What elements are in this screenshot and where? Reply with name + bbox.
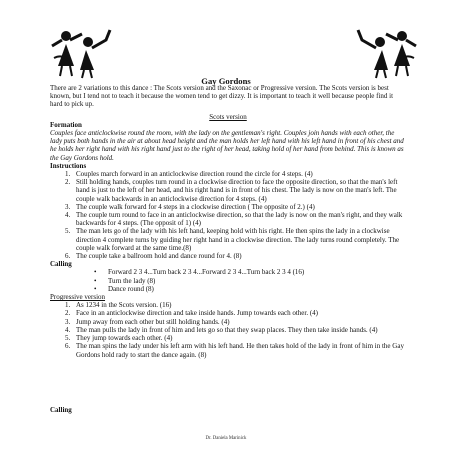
formation-heading: Formation: [50, 120, 82, 129]
calling-heading-progressive: Calling: [50, 406, 72, 414]
progressive-item: 5. They jump towards each other. (4): [72, 334, 406, 342]
instruction-item: 4. The couple turn round to face in an anticlockwise direction, so that the lady is now on the man's right, and they walk backwards for 4 steps. (The opposit of 1) (4): [72, 211, 406, 227]
progressive-list: [50, 301, 406, 358]
instructions-list: [50, 170, 406, 260]
progressive-item: 4. The man pulls the lady in front of him and lets go so that they swap places. They then take inside hands. (4): [72, 326, 406, 334]
instruction-item: 5. The man lets go of the lady with his left hand, keeping hold with his right. He then spins the lady in a clockwise direction 4 complete turns by guiding her right hand in a clockwise direction. The lady turns round completely. The couple walk forward at the same time.(8): [72, 227, 406, 252]
dancing-couple-logo-left: [48, 6, 114, 80]
instruction-item: 3. The couple walk forward for 4 steps in a clockwise direction ( The opposite of 2.) (4): [72, 203, 406, 211]
instruction-item: 2. Still holding hands, couples turn round in a clockwise direction to face the opposite direction, so that the man's left hand is just to the left of her head, and his right hand is in front of his chest. The lady is now on the man's left. The couple walk backwards in an anticlockwise direction for 4 steps. (4): [72, 178, 406, 203]
progressive-item: 3. Jump away from each other but still holding hands. (4): [72, 318, 406, 326]
dancing-couple-logo-right: [354, 6, 420, 80]
calling-item: • Forward 2 3 4...Turn back 2 3 4...Forward 2 3 4...Turn back 2 3 4 (16): [108, 268, 406, 276]
progressive-item: 1. As 1234 in the Scots version. (16): [72, 301, 406, 309]
document-title: Gay Gordons: [201, 76, 251, 86]
document-body: [50, 84, 406, 359]
calling-item: • Dance round (8): [108, 285, 406, 293]
scots-version-heading: Scots version: [209, 112, 247, 121]
formation-text: Couples face anticlockwise round the room, with the lady on the gentleman's right. Couples join hands with each other, the lady puts both hands in the air at about head height and the man holds her left hand with his left hand in front of his chest and he holds her right hand with his right hand just to the right of her head, taking hold of her hand from behind. This is known as the Gay Gordons hold.: [50, 129, 404, 162]
instruction-item: 6. The couple take a ballroom hold and dance round for 4. (8): [72, 252, 406, 260]
calling-item: • Turn the lady (8): [108, 277, 406, 285]
footer-author: Dr. Daniela Marinick: [205, 436, 247, 441]
instructions-heading: Instructions: [50, 161, 87, 170]
instruction-item: 1. Couples march forward in an anticlockwise direction round the circle for 4 steps. (4): [72, 170, 406, 178]
progressive-item: 2. Face in an anticlockwise direction and take inside hands. Jump towards each other. (4): [72, 309, 406, 317]
progressive-version-heading: Progressive version: [50, 293, 106, 302]
calling-heading: Calling: [50, 260, 72, 269]
progressive-item: 6. The man spins the lady under his left arm with his left hand. He then takes hold of the lady in front of him in the Gay Gordons hold rady to start the dance again. (8): [72, 342, 406, 358]
calling-list: [50, 268, 406, 293]
intro-paragraph: There are 2 variations to this dance : The Scots version and the Saxonac or Progressive version. The Scots version is best known, but I tend not to teach it because the women tend to get dizzy. It is important to teach it well because people find it hard to pick up.: [50, 84, 394, 109]
